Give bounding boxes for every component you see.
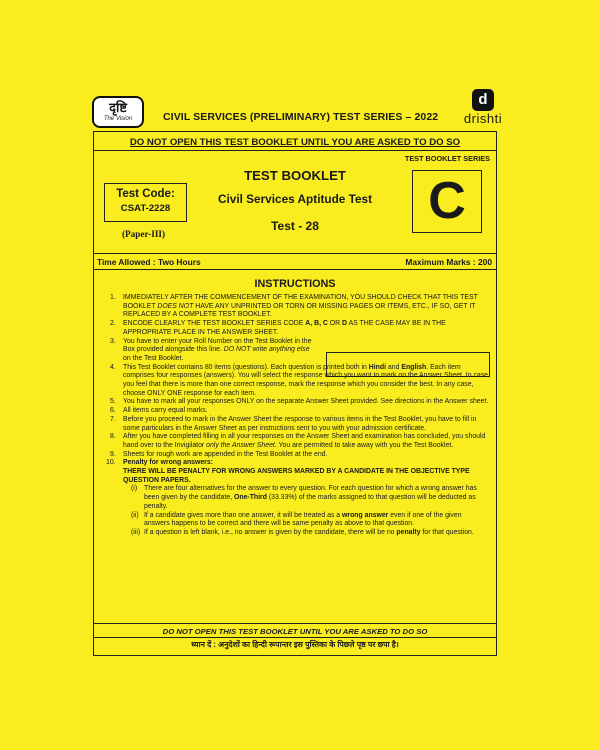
instruction-item: 6. All items carry equal marks.	[110, 407, 208, 415]
series-label: TEST BOOKLET SERIES	[404, 154, 490, 163]
divider	[94, 253, 496, 254]
divider	[94, 623, 496, 624]
penalty-subitem: (iii) If a question is left blank, i.e., no answer is given by the candidate, there will be no penalty for that question.	[131, 528, 474, 536]
logo-sub-text: The Vision	[103, 116, 133, 122]
instruction-item: 9. Sheets for rough work are appended in the Test Booklet at the end.	[110, 450, 328, 458]
instruction-item: 7. Before you proceed to mark in the Answer Sheet the response to various items in the Test Booklet, you have to fill in some particulars in the Answer Sheet as per instructions sent to you with your admission certificate.	[110, 415, 477, 432]
test-code-label: Test Code:	[116, 188, 175, 200]
drishti-wordmark: drishti	[463, 111, 503, 126]
instruction-item: 3. You have to enter your Roll Number on the Test Booklet in the Box provided alongside this line. DO NOT write anything else on the Test Booklet.	[110, 337, 312, 362]
test-code-box	[104, 183, 187, 222]
instructions-title: INSTRUCTIONS	[254, 278, 336, 290]
instruction-item: 5. You have to mark all your responses ONLY on the separate Answer Sheet provided. See directions in the Answer sheet.	[110, 398, 489, 406]
penalty-subitem: (i) There are four alternatives for the answer to every question. For each question for which a wrong answer has been given by the candidate, One-Third (33.33%) of the marks assigned to that question will be deducted as penalty.	[131, 485, 477, 510]
divider	[94, 269, 496, 270]
hindi-note: ध्यान दें : अनुदेशों का हिन्दी रूपान्तर इस पुस्तिका के पिछले पृष्ठ पर छपा है।	[191, 640, 399, 649]
divider	[94, 150, 496, 151]
instruction-item: 2. ENCODE CLEARLY THE TEST BOOKLET SERIES CODE A, B, C OR D AS THE CASE MAY BE IN THE APPROPRIATE PLACE IN THE ANSWER SHEET.	[110, 320, 446, 336]
booklet-cover-frame	[93, 131, 497, 656]
drishti-d-icon: d	[472, 89, 494, 111]
divider	[94, 637, 496, 638]
booklet-subtitle: Civil Services Aptitude Test	[217, 192, 373, 206]
maximum-marks: Maximum Marks : 200	[405, 257, 492, 267]
logo-hindi-text: दृष्टि	[109, 100, 127, 115]
instruction-item: 1. IMMEDIATELY AFTER THE COMMENCEMENT OF THE EXAMINATION, YOU SHOULD CHECK THAT THIS TEST BOOKLET DOES NOT HAVE ANY UNPRINTED OR TORN OR MISSING PAGES OR ITEMS, ETC., IF SO, GET IT REPLACED BY A COMPLETE TEST BOOKLET.	[110, 294, 478, 319]
time-allowed: Time Allowed : Two Hours	[97, 257, 201, 267]
bottom-warning: DO NOT OPEN THIS TEST BOOKLET UNTIL YOU ARE ASKED TO DO SO	[162, 627, 428, 636]
booklet-title: TEST BOOKLET	[244, 168, 346, 183]
drishti-vision-logo	[92, 96, 144, 128]
penalty-subitem: (ii) If a candidate gives more than one answer, it will be treated as a wrong answer even if one of the given answers happens to be correct and there will be same penalty as above to that question.	[131, 511, 462, 528]
instructions-list	[102, 294, 489, 538]
test-series-title: CIVIL SERVICES (PRELIMINARY) TEST SERIES – 2022	[163, 111, 439, 123]
instruction-item: 8. After you have completed filling in all your responses on the Answer Sheet and examination has concluded, you should hand over to the Invigilator only the Answer Sheet. You are permitted to take away with you the Test Booklet.	[110, 433, 486, 449]
series-letter-box: C	[412, 170, 482, 233]
top-warning: DO NOT OPEN THIS TEST BOOKLET UNTIL YOU ARE ASKED TO DO SO	[129, 137, 461, 148]
instruction-item: 4. This Test Booklet contains 80 items (questions). Each question is printed both in Hindi and English. Each item comprises four responses (answers). You will select the response which you want to mark on the Answer Sheet. In case you feel that there is more than one correct response, mark the response which you consider the best. In any case, choose ONLY ONE response for each item.	[110, 363, 489, 397]
drishti-logo	[461, 89, 505, 127]
test-number: Test - 28	[271, 219, 319, 233]
paper-label: (Paper-III)	[122, 229, 166, 239]
instruction-item: 10. Penalty for wrong answers: THERE WILL BE PENALTY FOR WRONG ANSWERS MARKED BY A CANDIDATE IN THE OBJECTIVE TYPE QUESTION PAPERS.	[106, 459, 470, 484]
test-code-value: CSAT-2228	[120, 203, 171, 214]
